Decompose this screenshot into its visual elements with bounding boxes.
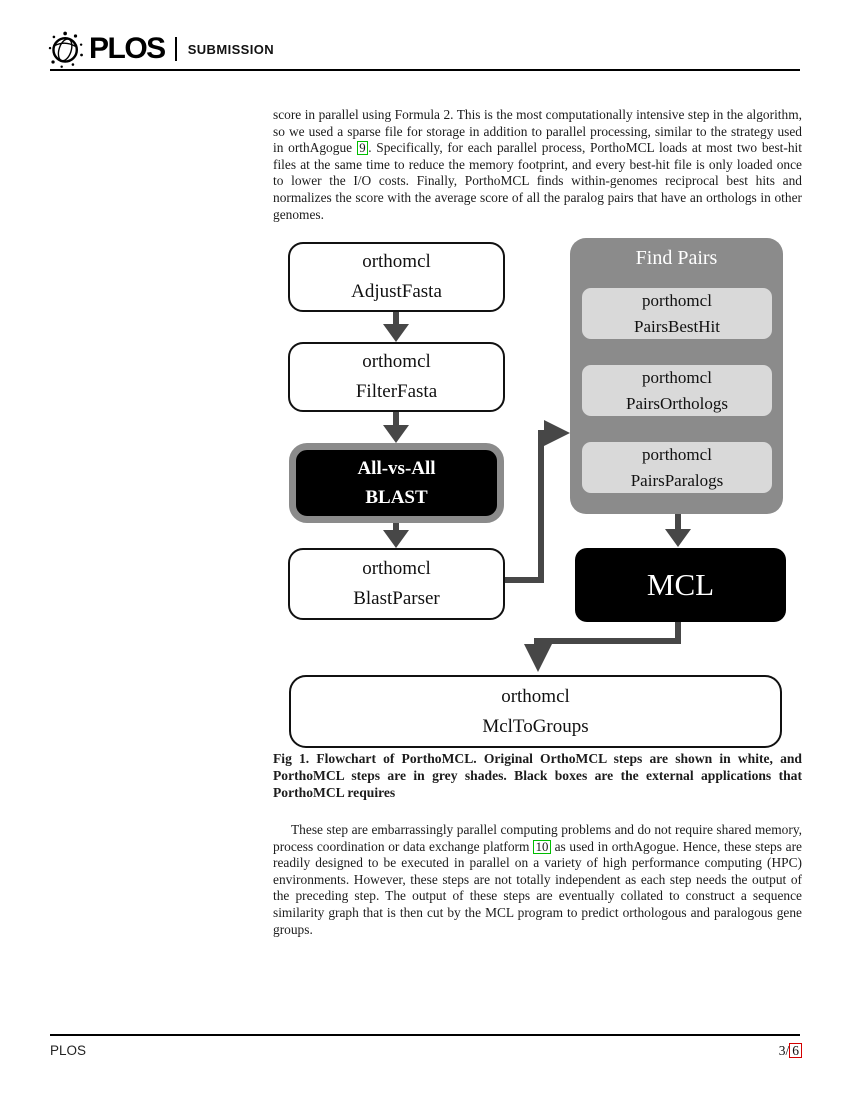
paragraph-1-text-after: . Specifically, for each parallel process, PorthoMCL loads at most two best-hit files at the same time to reduce the memory footprint, and every best-hit file is only loaded once to lower the I/O costs. Finally, PorthoMCL finds within-genomes reciprocal best hits and normalizes the score with the average score of all the paralog pairs that have an orthologs in other genomes. — [273, 140, 802, 222]
flowchart-node-pairsbesthit — [582, 288, 772, 339]
arrow-down-icon — [524, 644, 552, 672]
connector-line — [534, 638, 681, 644]
node-label: BLAST — [365, 487, 428, 508]
node-label: orthomcl — [501, 685, 570, 707]
page-total-link[interactable]: 6 — [789, 1043, 802, 1058]
flowchart-node-blastparser — [288, 548, 505, 620]
node-label: PairsBestHit — [634, 316, 720, 336]
footer-rule — [50, 1034, 800, 1036]
arrow-down-icon — [383, 530, 409, 548]
node-label: orthomcl — [362, 251, 431, 272]
flowchart-node-pairsparalogs — [582, 442, 772, 493]
figure-1-caption: Fig 1. Flowchart of PorthoMCL. Original OrthoMCL steps are shown in white, and PorthoMCL steps are in grey shades. Black boxes are the external applications that PorthoMCL requires — [273, 751, 802, 800]
flowchart-node-pairsorthologs — [582, 365, 772, 416]
node-label: MclToGroups — [482, 715, 589, 737]
footer-page-number — [779, 1043, 802, 1059]
plos-globe-icon — [47, 29, 85, 69]
paragraph-2-text-before: These step are embarrassingly parallel computing problems and do not require shared memory, process coordination or data exchange platform — [273, 822, 802, 854]
paragraph-2 — [273, 822, 802, 938]
paragraph-1 — [273, 107, 802, 223]
flowchart-node-blast — [289, 443, 504, 523]
arrow-down-icon — [665, 529, 691, 547]
flowchart-node-mcl — [575, 548, 786, 622]
node-label: FilterFasta — [355, 381, 438, 402]
citation-link-10[interactable]: 10 — [533, 840, 551, 854]
find-pairs-title: Find Pairs — [635, 247, 718, 269]
arrow-down-icon — [383, 324, 409, 342]
page-current: 3 — [778, 1043, 786, 1058]
find-pairs-group — [570, 238, 783, 514]
connector-line — [538, 430, 544, 583]
page-separator: / — [785, 1043, 790, 1058]
node-label: All-vs-All — [357, 458, 436, 479]
connector-line — [675, 514, 681, 530]
node-label: orthomcl — [362, 558, 431, 579]
node-label: PairsParalogs — [630, 470, 724, 490]
logo-divider — [175, 37, 177, 61]
footer-journal-name: PLOS — [50, 1043, 87, 1058]
node-label: porthomcl — [642, 444, 712, 464]
citation-link-9[interactable]: 9 — [357, 141, 368, 155]
node-label: porthomcl — [642, 290, 712, 310]
connector-line — [393, 412, 399, 426]
paragraph-1-text-before: score in parallel using Formula 2. This is the most computationally intensive step in the algorithm, so we used a sparse file for storage in addition to parallel processing, similar to the strategy used in orthAgogue — [273, 107, 802, 156]
node-label: PairsOrthologs — [626, 393, 728, 413]
node-label: BlastParser — [353, 588, 440, 609]
plos-logo-text: PLOS — [89, 32, 165, 65]
flowchart-node-adjustfasta — [288, 242, 505, 312]
arrow-down-icon — [383, 425, 409, 443]
header — [47, 29, 274, 69]
node-label: orthomcl — [362, 351, 431, 372]
submission-label: SUBMISSION — [187, 41, 275, 57]
figure-1-flowchart — [288, 237, 791, 751]
arrow-right-icon — [544, 420, 570, 446]
flowchart-node-mcltogroups — [289, 675, 782, 748]
header-rule — [50, 69, 800, 71]
node-label: MCL — [646, 567, 715, 602]
node-label: AdjustFasta — [351, 281, 442, 302]
paragraph-2-text-after: as used in orthAgogue. Hence, these steps are readily designed to be executed in parallel on a variety of high performance computing (HPC) environments. However, these steps are not totally independent as each step needs the output of the preceding step. The output of these steps are eventually collated to construct a sequence similarity graph that is then cut by the MCL program to predict orthologous and paralogous gene groups. — [273, 838, 802, 937]
node-label: porthomcl — [642, 367, 712, 387]
flowchart-node-filterfasta — [288, 342, 505, 412]
